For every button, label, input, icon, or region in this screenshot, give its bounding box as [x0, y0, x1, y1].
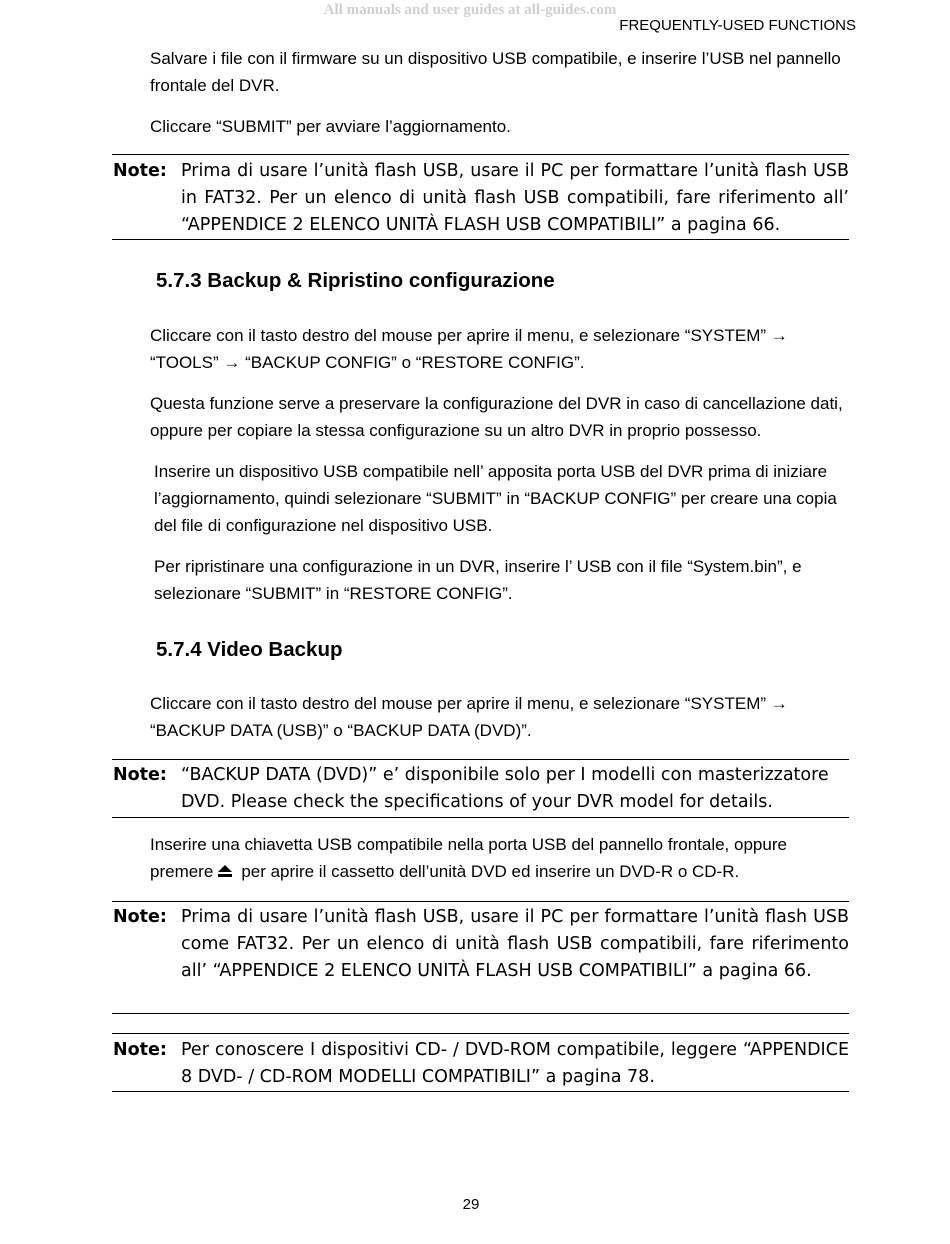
note-text: “BACKUP DATA (DVD)” e’ disponibile solo per I modelli con masterizzatore DVD. Please check the specifications of your DVR model for details.	[181, 765, 829, 812]
paragraph-restore-config: Per ripristinare una configurazione in un DVR, inserire l’ USB con il file “System.bin”, e selezionare “SUBMIT” in “RESTORE CONFIG”.	[154, 557, 802, 603]
paragraph-backup-config: Inserire un dispositivo USB compatibile nell’ apposita porta USB del DVR prima di iniziare l’aggiornamento, quindi selezionare “SUBMIT” in “BACKUP CONFIG” per creare una copia del file di configurazione nel dispositivo USB.	[154, 462, 837, 535]
paragraph-submit-update: Cliccare “SUBMIT” per avviare l’aggiornamento.	[150, 117, 511, 136]
paragraph-firmware-usb: Salvare i file con il firmware su un dispositivo USB compatibile, e inserire l’USB nel pannello frontale del DVR.	[150, 49, 841, 95]
note-label: Note:	[113, 1040, 167, 1060]
section-heading-574: 5.7.4 Video Backup	[156, 638, 343, 661]
paragraph-menu-backup: Cliccare con il tasto destro del mouse per aprire il menu, e selezionare “SYSTEM” → “BACKUP DATA (USB)” o “BACKUP DATA (DVD)”.	[150, 694, 788, 740]
text-dvd-tray: per aprire il cassetto dell’unità DVD ed inserire un DVD-R o CD-R.	[241, 862, 740, 881]
note-box-fat32-backup	[112, 901, 849, 1014]
page-number: 29	[462, 1196, 480, 1213]
note-text: Prima di usare l’unità flash USB, usare il PC per formattare l’unità flash USB come FAT32. Per un elenco di unità flash USB compatibili, fare riferimento all’ “APPENDICE 2 ELENCO UNITÀ FLASH USB COMPATIBILI” a pagina 66.	[181, 907, 849, 981]
paragraph-line	[150, 858, 850, 886]
note-label: Note:	[113, 907, 167, 927]
note-text: Per conoscere I dispositivi CD- / DVD-ROM compatibile, leggere “APPENDICE 8 DVD- / CD-ROM MODELLI COMPATIBILI” a pagina 78.	[181, 1040, 849, 1087]
paragraph-config-purpose: Questa funzione serve a preservare la configurazione del DVR in caso di cancellazione dati, oppure per copiare la stessa configurazione su un altro DVR in proprio possesso.	[150, 394, 843, 440]
paragraph-line: Inserire una chiavetta USB compatibile nella porta USB del pannello frontale, oppure	[150, 835, 787, 854]
watermark: All manuals and user guides at all-guides.com	[323, 2, 617, 18]
note-box-fat32	[112, 154, 849, 240]
running-header: FREQUENTLY-USED FUNCTIONS	[619, 17, 856, 34]
eject-icon	[217, 859, 233, 886]
note-label: Note:	[113, 161, 167, 181]
paragraph-menu-tools: Cliccare con il tasto destro del mouse per aprire il menu, e selezionare “SYSTEM” → “TOOLS” → “BACKUP CONFIG” o “RESTORE CONFIG”.	[150, 326, 788, 372]
section-heading-573: 5.7.3 Backup & Ripristino configurazione	[156, 269, 555, 292]
paragraph-insert-usb	[150, 831, 850, 886]
text-premere: premere	[150, 862, 214, 881]
note-box-dvd-rom	[112, 1033, 849, 1092]
note-box-dvd	[112, 759, 849, 818]
note-text: Prima di usare l’unità flash USB, usare il PC per formattare l’unità flash USB in FAT32. Per un elenco di unità flash USB compatibili, fare riferimento all’ “APPENDICE 2 ELENCO UNITÀ FLASH USB COMPATIBILI” a pagina 66.	[181, 161, 849, 235]
note-label: Note:	[113, 765, 167, 785]
